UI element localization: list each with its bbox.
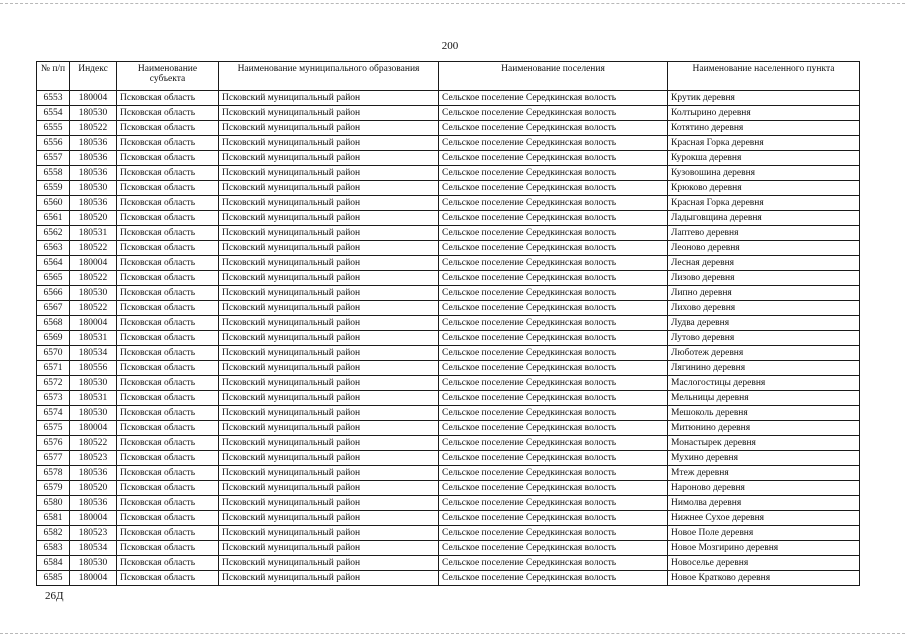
header-municipality: Наименование муниципального образования [219,62,439,91]
cell-locality: Мельницы деревня [668,391,860,406]
cell-index: 180534 [70,346,117,361]
table-row [37,376,860,391]
cell-num: 6553 [37,91,70,106]
cell-index: 180530 [70,376,117,391]
table-row [37,151,860,166]
cell-settlement: Сельское поселение Середкинская волость [439,346,668,361]
table-row [37,526,860,541]
cell-index: 180530 [70,181,117,196]
cell-num: 6560 [37,196,70,211]
cell-index: 180536 [70,166,117,181]
cell-locality: Крюково деревня [668,181,860,196]
cell-municipality: Псковский муниципальный район [219,226,439,241]
locality-registry-table [36,61,860,586]
cell-settlement: Сельское поселение Середкинская волость [439,496,668,511]
cell-index: 180530 [70,286,117,301]
cell-index: 180522 [70,241,117,256]
cell-index: 180534 [70,541,117,556]
cell-municipality: Псковский муниципальный район [219,436,439,451]
table-row [37,181,860,196]
table-row [37,106,860,121]
scan-edge-top [0,3,905,4]
cell-num: 6564 [37,256,70,271]
cell-municipality: Псковский муниципальный район [219,121,439,136]
table-row [37,361,860,376]
cell-municipality: Псковский муниципальный район [219,451,439,466]
cell-subject: Псковская область [117,286,219,301]
cell-settlement: Сельское поселение Середкинская волость [439,271,668,286]
cell-index: 180556 [70,361,117,376]
cell-num: 6580 [37,496,70,511]
cell-index: 180522 [70,121,117,136]
cell-num: 6554 [37,106,70,121]
cell-subject: Псковская область [117,541,219,556]
table-row [37,511,860,526]
cell-settlement: Сельское поселение Середкинская волость [439,571,668,586]
cell-municipality: Псковский муниципальный район [219,166,439,181]
cell-subject: Псковская область [117,256,219,271]
cell-settlement: Сельское поселение Середкинская волость [439,526,668,541]
cell-settlement: Сельское поселение Середкинская волость [439,211,668,226]
cell-municipality: Псковский муниципальный район [219,361,439,376]
cell-subject: Псковская область [117,496,219,511]
cell-municipality: Псковский муниципальный район [219,511,439,526]
cell-settlement: Сельское поселение Середкинская волость [439,91,668,106]
cell-settlement: Сельское поселение Середкинская волость [439,511,668,526]
cell-subject: Псковская область [117,316,219,331]
cell-subject: Псковская область [117,571,219,586]
cell-subject: Псковская область [117,391,219,406]
cell-settlement: Сельское поселение Середкинская волость [439,451,668,466]
header-num: № п/п [37,62,70,91]
cell-index: 180530 [70,556,117,571]
cell-num: 6569 [37,331,70,346]
cell-subject: Псковская область [117,406,219,421]
cell-subject: Псковская область [117,466,219,481]
cell-locality: Новое Кратково деревня [668,571,860,586]
cell-municipality: Псковский муниципальный район [219,106,439,121]
cell-settlement: Сельское поселение Середкинская волость [439,436,668,451]
cell-subject: Псковская область [117,226,219,241]
cell-settlement: Сельское поселение Середкинская волость [439,376,668,391]
cell-subject: Псковская область [117,361,219,376]
footer-code: 26Д [45,590,64,602]
cell-index: 180536 [70,196,117,211]
cell-locality: Мтеж деревня [668,466,860,481]
cell-index: 180004 [70,91,117,106]
cell-municipality: Псковский муниципальный район [219,316,439,331]
header-locality: Наименование населенного пункта [668,62,860,91]
cell-subject: Псковская область [117,331,219,346]
cell-subject: Псковская область [117,421,219,436]
cell-index: 180004 [70,421,117,436]
cell-num: 6571 [37,361,70,376]
table-row [37,241,860,256]
cell-index: 180523 [70,451,117,466]
cell-locality: Красная Горка деревня [668,136,860,151]
table-row [37,436,860,451]
cell-municipality: Псковский муниципальный район [219,526,439,541]
cell-municipality: Псковский муниципальный район [219,196,439,211]
cell-municipality: Псковский муниципальный район [219,331,439,346]
cell-locality: Курокша деревня [668,151,860,166]
cell-locality: Крутик деревня [668,91,860,106]
cell-subject: Псковская область [117,196,219,211]
cell-num: 6563 [37,241,70,256]
scan-edge-bottom [0,633,905,634]
cell-index: 180531 [70,391,117,406]
cell-municipality: Псковский муниципальный район [219,556,439,571]
cell-index: 180536 [70,466,117,481]
header-row [37,62,860,91]
cell-municipality: Псковский муниципальный район [219,181,439,196]
cell-municipality: Псковский муниципальный район [219,376,439,391]
cell-municipality: Псковский муниципальный район [219,421,439,436]
cell-index: 180004 [70,256,117,271]
cell-locality: Новое Поле деревня [668,526,860,541]
cell-num: 6558 [37,166,70,181]
cell-settlement: Сельское поселение Середкинская волость [439,241,668,256]
cell-locality: Котятино деревня [668,121,860,136]
cell-settlement: Сельское поселение Середкинская волость [439,121,668,136]
cell-subject: Псковская область [117,526,219,541]
cell-num: 6556 [37,136,70,151]
table-row [37,331,860,346]
table-row [37,196,860,211]
table-row [37,421,860,436]
cell-index: 180004 [70,571,117,586]
header-settlement: Наименование поселения [439,62,668,91]
cell-locality: Новоселье деревня [668,556,860,571]
cell-locality: Колтырино деревня [668,106,860,121]
cell-settlement: Сельское поселение Середкинская волость [439,256,668,271]
cell-locality: Люботеж деревня [668,346,860,361]
cell-subject: Псковская область [117,346,219,361]
cell-num: 6565 [37,271,70,286]
table-row [37,541,860,556]
header-index: Индекс [70,62,117,91]
cell-subject: Псковская область [117,151,219,166]
cell-settlement: Сельское поселение Середкинская волость [439,196,668,211]
table-row [37,91,860,106]
cell-num: 6575 [37,421,70,436]
cell-index: 180004 [70,511,117,526]
cell-subject: Псковская область [117,556,219,571]
cell-municipality: Псковский муниципальный район [219,91,439,106]
cell-subject: Псковская область [117,451,219,466]
cell-municipality: Псковский муниципальный район [219,211,439,226]
cell-settlement: Сельское поселение Середкинская волость [439,421,668,436]
cell-settlement: Сельское поселение Середкинская волость [439,316,668,331]
cell-locality: Лаптево деревня [668,226,860,241]
cell-settlement: Сельское поселение Середкинская волость [439,181,668,196]
cell-num: 6559 [37,181,70,196]
cell-settlement: Сельское поселение Середкинская волость [439,391,668,406]
cell-locality: Монастырек деревня [668,436,860,451]
cell-index: 180520 [70,481,117,496]
cell-index: 180523 [70,526,117,541]
cell-municipality: Псковский муниципальный район [219,496,439,511]
cell-subject: Псковская область [117,436,219,451]
cell-index: 180530 [70,406,117,421]
cell-municipality: Псковский муниципальный район [219,286,439,301]
cell-settlement: Сельское поселение Середкинская волость [439,406,668,421]
table-row [37,496,860,511]
cell-municipality: Псковский муниципальный район [219,256,439,271]
cell-num: 6561 [37,211,70,226]
cell-locality: Мешоколь деревня [668,406,860,421]
cell-municipality: Псковский муниципальный район [219,481,439,496]
cell-subject: Псковская область [117,181,219,196]
table-row [37,286,860,301]
cell-subject: Псковская область [117,136,219,151]
cell-num: 6582 [37,526,70,541]
cell-municipality: Псковский муниципальный район [219,466,439,481]
cell-settlement: Сельское поселение Середкинская волость [439,136,668,151]
cell-subject: Псковская область [117,106,219,121]
cell-subject: Псковская область [117,166,219,181]
cell-locality: Липно деревня [668,286,860,301]
table-row [37,556,860,571]
cell-num: 6567 [37,301,70,316]
cell-num: 6579 [37,481,70,496]
cell-subject: Псковская область [117,376,219,391]
cell-num: 6557 [37,151,70,166]
cell-subject: Псковская область [117,481,219,496]
cell-index: 180004 [70,316,117,331]
cell-index: 180536 [70,151,117,166]
table-row [37,391,860,406]
cell-settlement: Сельское поселение Середкинская волость [439,151,668,166]
cell-locality: Лудва деревня [668,316,860,331]
cell-subject: Псковская область [117,121,219,136]
cell-num: 6566 [37,286,70,301]
table-row [37,406,860,421]
table-row [37,481,860,496]
cell-municipality: Псковский муниципальный район [219,406,439,421]
cell-settlement: Сельское поселение Середкинская волость [439,286,668,301]
cell-num: 6573 [37,391,70,406]
cell-settlement: Сельское поселение Середкинская волость [439,301,668,316]
cell-subject: Псковская область [117,271,219,286]
cell-locality: Новое Мозгирино деревня [668,541,860,556]
cell-municipality: Псковский муниципальный район [219,301,439,316]
table-row [37,571,860,586]
cell-locality: Лутово деревня [668,331,860,346]
cell-index: 180522 [70,436,117,451]
cell-subject: Псковская область [117,511,219,526]
page-number: 200 [441,40,459,52]
cell-num: 6585 [37,571,70,586]
cell-num: 6581 [37,511,70,526]
cell-subject: Псковская область [117,241,219,256]
cell-municipality: Псковский муниципальный район [219,271,439,286]
cell-settlement: Сельское поселение Середкинская волость [439,226,668,241]
table-row [37,271,860,286]
cell-index: 180522 [70,301,117,316]
cell-municipality: Псковский муниципальный район [219,391,439,406]
cell-locality: Мухино деревня [668,451,860,466]
cell-locality: Лесная деревня [668,256,860,271]
cell-locality: Лягинино деревня [668,361,860,376]
table-row [37,256,860,271]
header-subject: Наименование субъекта [117,62,219,91]
cell-num: 6568 [37,316,70,331]
table-row [37,121,860,136]
cell-locality: Ладыговщина деревня [668,211,860,226]
cell-subject: Псковская область [117,91,219,106]
cell-municipality: Псковский муниципальный район [219,151,439,166]
table-row [37,346,860,361]
cell-num: 6576 [37,436,70,451]
cell-settlement: Сельское поселение Середкинская волость [439,331,668,346]
cell-settlement: Сельское поселение Середкинская волость [439,466,668,481]
table-row [37,166,860,181]
cell-num: 6574 [37,406,70,421]
cell-index: 180536 [70,136,117,151]
table-row [37,226,860,241]
cell-index: 180536 [70,496,117,511]
cell-num: 6570 [37,346,70,361]
cell-locality: Леоново деревня [668,241,860,256]
table-row [37,211,860,226]
cell-locality: Нимолва деревня [668,496,860,511]
table-row [37,451,860,466]
cell-index: 180531 [70,226,117,241]
cell-settlement: Сельское поселение Середкинская волость [439,541,668,556]
table-row [37,301,860,316]
cell-settlement: Сельское поселение Середкинская волость [439,556,668,571]
table-header [37,62,860,91]
cell-num: 6562 [37,226,70,241]
cell-num: 6584 [37,556,70,571]
cell-index: 180522 [70,271,117,286]
cell-index: 180531 [70,331,117,346]
cell-num: 6555 [37,121,70,136]
table-row [37,316,860,331]
cell-municipality: Псковский муниципальный район [219,541,439,556]
cell-settlement: Сельское поселение Середкинская волость [439,361,668,376]
table-row [37,136,860,151]
cell-num: 6572 [37,376,70,391]
cell-locality: Нароново деревня [668,481,860,496]
table-row [37,466,860,481]
cell-num: 6583 [37,541,70,556]
cell-subject: Псковская область [117,301,219,316]
cell-settlement: Сельское поселение Середкинская волость [439,481,668,496]
cell-municipality: Псковский муниципальный район [219,571,439,586]
cell-locality: Маслогостицы деревня [668,376,860,391]
cell-locality: Нижнее Сухое деревня [668,511,860,526]
cell-municipality: Псковский муниципальный район [219,241,439,256]
cell-locality: Митюнино деревня [668,421,860,436]
cell-locality: Лизово деревня [668,271,860,286]
cell-municipality: Псковский муниципальный район [219,346,439,361]
cell-locality: Кузовошина деревня [668,166,860,181]
cell-locality: Лихово деревня [668,301,860,316]
cell-settlement: Сельское поселение Середкинская волость [439,166,668,181]
cell-num: 6578 [37,466,70,481]
cell-index: 180530 [70,106,117,121]
cell-settlement: Сельское поселение Середкинская волость [439,106,668,121]
cell-num: 6577 [37,451,70,466]
cell-subject: Псковская область [117,211,219,226]
cell-index: 180520 [70,211,117,226]
table-body [37,91,860,586]
cell-municipality: Псковский муниципальный район [219,136,439,151]
cell-locality: Красная Горка деревня [668,196,860,211]
